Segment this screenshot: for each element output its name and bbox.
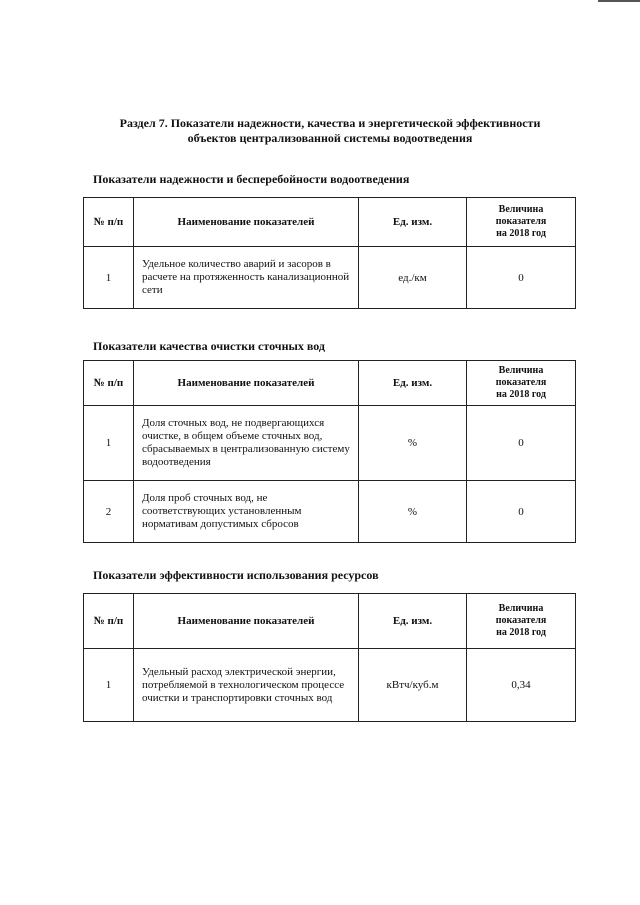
table-row [84,406,576,481]
header-value-line-1: Величина [498,204,544,215]
cell-num: 1 [84,406,134,481]
table-row [84,649,576,722]
table-row [84,481,576,543]
section-heading-reliability: Показатели надежности и бесперебойности водоотведения [93,172,410,186]
cell-value: 0 [467,481,576,543]
header-name: Наименование показателей [134,198,359,247]
cell-unit: кВтч/куб.м [359,649,467,722]
header-value-line-2: показателя [495,377,547,388]
cell-value: 0 [467,247,576,309]
section-heading-quality: Показатели качества очистки сточных вод [93,339,325,353]
header-value-line-1: Величина [498,365,544,376]
header-value [467,198,576,247]
cell-name: Доля проб сточных вод, не соответствующих установленным нормативам допустимых сбросов [134,481,359,543]
cell-name: Удельное количество аварий и засоров в расчете на протяженность канализационной сети [134,247,359,309]
cell-unit: ед./км [359,247,467,309]
header-name: Наименование показателей [134,361,359,406]
header-value-line-1: Величина [498,603,544,614]
header-value-line-3: на 2018 год [496,228,546,239]
table-efficiency [83,593,576,722]
cell-unit: % [359,406,467,481]
header-value-line-3: на 2018 год [496,627,546,638]
header-num: № п/п [84,361,134,406]
table-row [84,247,576,309]
title-line-2: объектов централизованной системы водоотведения [187,131,473,145]
cell-num: 2 [84,481,134,543]
header-value-line-3: на 2018 год [496,389,546,400]
title-line-1: Раздел 7. Показатели надежности, качества и энергетической эффективности [119,116,541,130]
scan-edge-mark [598,0,640,2]
header-name: Наименование показателей [134,594,359,649]
table-quality [83,360,576,543]
table-reliability [83,197,576,309]
header-unit: Ед. изм. [359,361,467,406]
document-title [60,116,600,146]
cell-name: Доля сточных вод, не подвергающихся очистке, в общем объеме сточных вод, сбрасываемых в централизованную систему водоотведения [134,406,359,481]
header-unit: Ед. изм. [359,594,467,649]
cell-num: 1 [84,649,134,722]
header-value-line-2: показателя [495,615,547,626]
table-header-row [84,594,576,649]
header-value [467,594,576,649]
cell-unit: % [359,481,467,543]
header-num: № п/п [84,198,134,247]
table-header-row [84,361,576,406]
cell-num: 1 [84,247,134,309]
header-num: № п/п [84,594,134,649]
cell-value: 0,34 [467,649,576,722]
cell-value: 0 [467,406,576,481]
header-value-line-2: показателя [495,216,547,227]
section-heading-efficiency: Показатели эффективности использования ресурсов [93,568,379,582]
cell-name: Удельный расход электрической энергии, потребляемой в технологическом процессе очистки и транспортировки сточных вод [134,649,359,722]
header-value [467,361,576,406]
table-header-row [84,198,576,247]
header-unit: Ед. изм. [359,198,467,247]
